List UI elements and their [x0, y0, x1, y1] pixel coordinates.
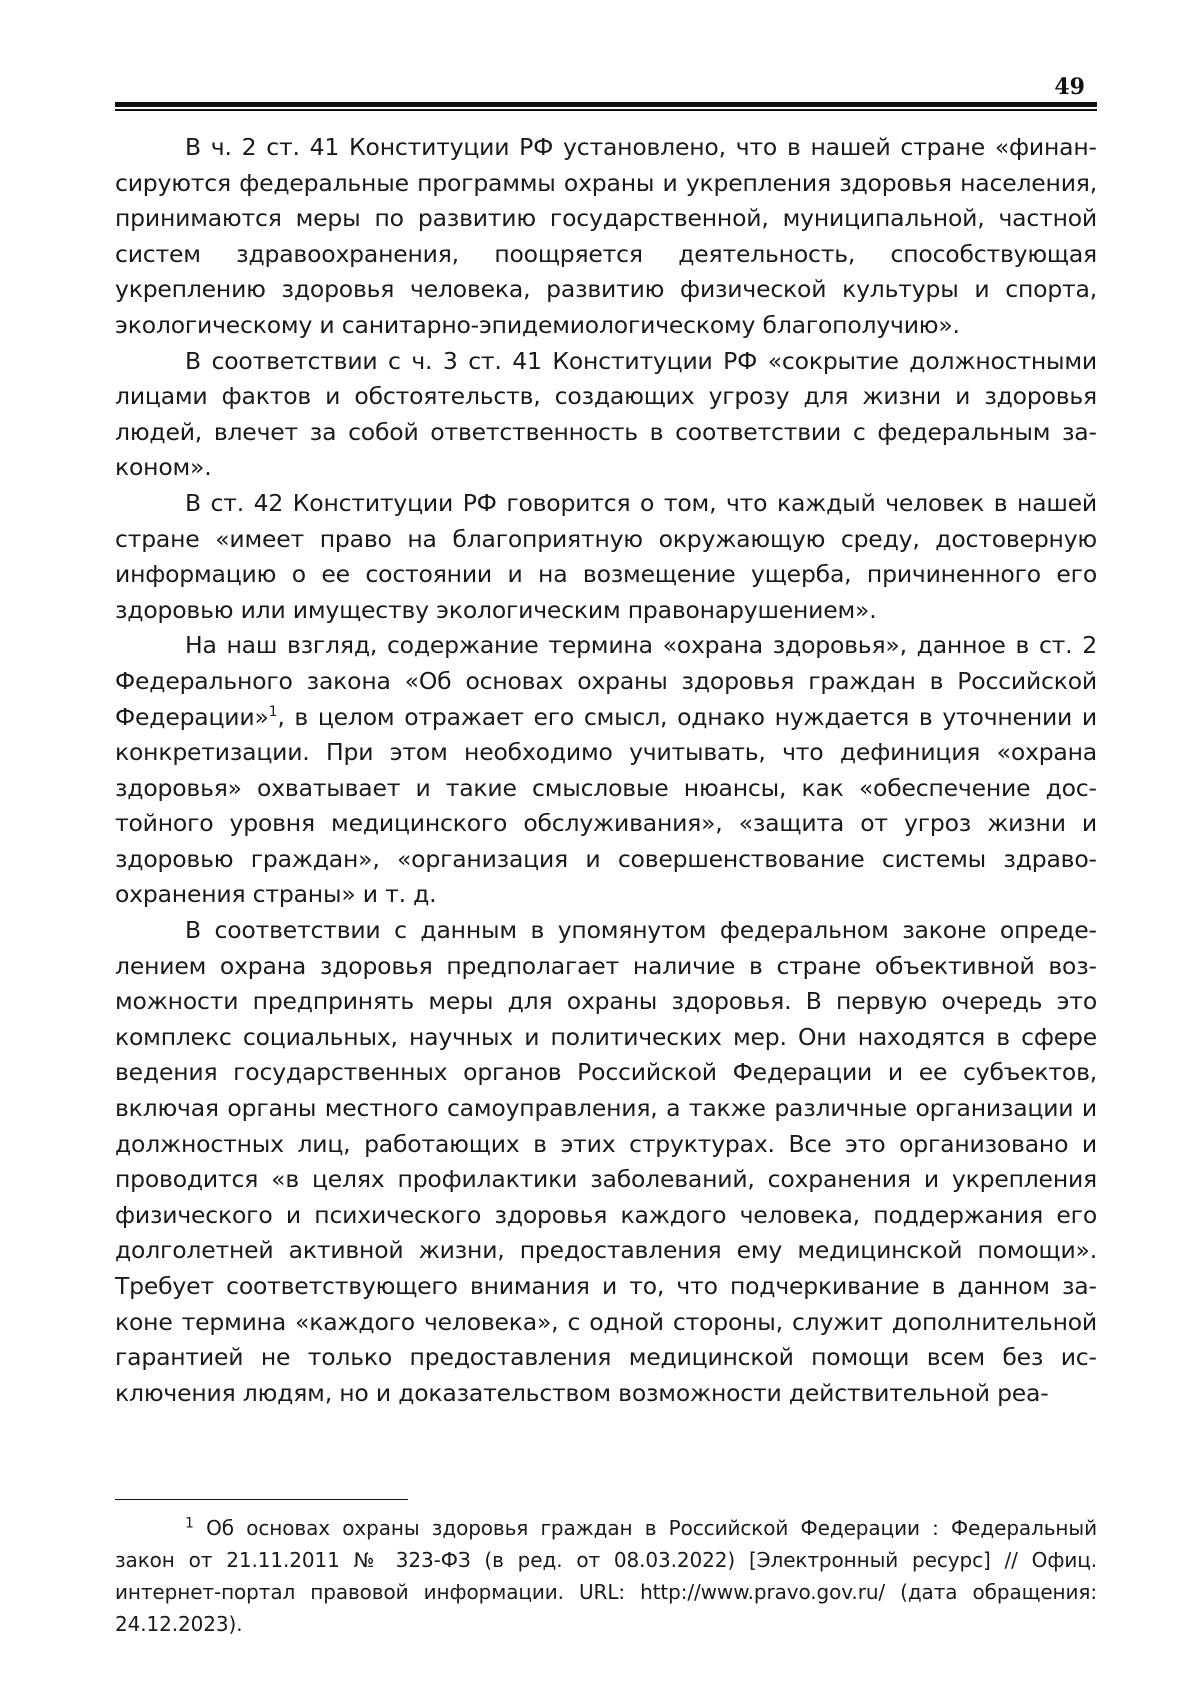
footnote: [115, 1512, 1097, 1640]
paragraph-2: В соответствии с ч. 3 ст. 41 Конституции РФ «сокрытие должностными лицами фактов и обстоятельств, создающих угрозу для жизни и здоровья людей, влечет за собой ответственность в соответствии с федеральным законом».: [115, 346, 1097, 482]
paragraph-4-text-end: , в целом отражает его смысл, однако нуждается в уточнении и конкретизации. При этом необходимо учитывать, что дефиниция «охрана здоровья» охватывает и такие смысловые нюансы, как «обеспечение достойного уровня медицинского обслуживания», «защита от угроз жизни и здоровью граждан», «организация и совершенствование системы здравоохранения страны» и т. д.: [115, 702, 1097, 909]
paragraph-4: [115, 628, 1097, 913]
header-rule-thick: [115, 102, 1097, 107]
footnote-marker: 1: [185, 1515, 194, 1532]
paragraph-3: В ст. 42 Конституции РФ говорится о том, что каждый человек в нашей стране «имеет право на благоприятную окружающую среду, достоверную информацию о ее состоянии и на возмещение ущерба, причиненного его здоровью или имуществу экологическим правонарушением».: [115, 488, 1097, 624]
paragraph-5: В соответствии с данным в упомянутом федеральном законе определением охрана здоровья предполагает наличие в стране объективной возможности предпринять меры для охраны здоровья. В первую очередь это комплекс социальных, научных и политических мер. Они находятся в сфере ведения государственных органов Российской Федерации и ее субъектов, включая органы местного самоуправления, а также различные организации и должностных лиц, работающих в этих структурах. Все это организовано и проводится «в целях профилактики заболеваний, сохранения и укрепления физического и психического здоровья каждого человека, поддержания его долголетней активной жизни, предоставления ему медицинской помощи». Требует соответствующего внимания и то, что подчеркивание в данном законе термина «каждого человека», с одной стороны, служит дополнительной гарантией не только предоставления медицинской помощи всем без исключения людям, но и доказательством возможности действительной реа-: [115, 916, 1097, 1407]
footnote-reference[interactable]: 1: [268, 703, 278, 720]
header-rule-thin: [115, 109, 1097, 111]
body-text: [115, 130, 1097, 1411]
page-number: 49: [1054, 74, 1085, 100]
footnote-separator: [115, 1499, 408, 1500]
footnote-text: Об основах охраны здоровья граждан в Российской Федерации : Федеральный закон от 21.11.2011 № 323-ФЗ (в ред. от 08.03.2022) [Электронный ресурс] // Офиц. интернет-портал правовой информации. URL: http://www.pravo.gov.ru/ (дата обращения: 24.12.2023).: [115, 1516, 1097, 1636]
paragraph-1: В ч. 2 ст. 41 Конституции РФ установлено, что в нашей стране «финансируются федеральные программы охраны и укрепления здоровья населения, принимаются меры по развитию государственной, муниципальной, частной систем здравоохранения, поощряется деятельность, способствующая укреплению здоровья человека, развитию физической культуры и спорта, экологическому и санитарно-эпидемиологическому благополучию».: [115, 133, 1097, 339]
header-rule: [115, 102, 1097, 112]
footnote-1: [115, 1512, 1097, 1640]
paragraph-4-text-start: На наш взгляд, содержание термина «охрана здоровья», данное в ст. 2 Федерального закона «Об основах охраны здоровья граждан в Российской Федерации»: [115, 631, 1097, 731]
